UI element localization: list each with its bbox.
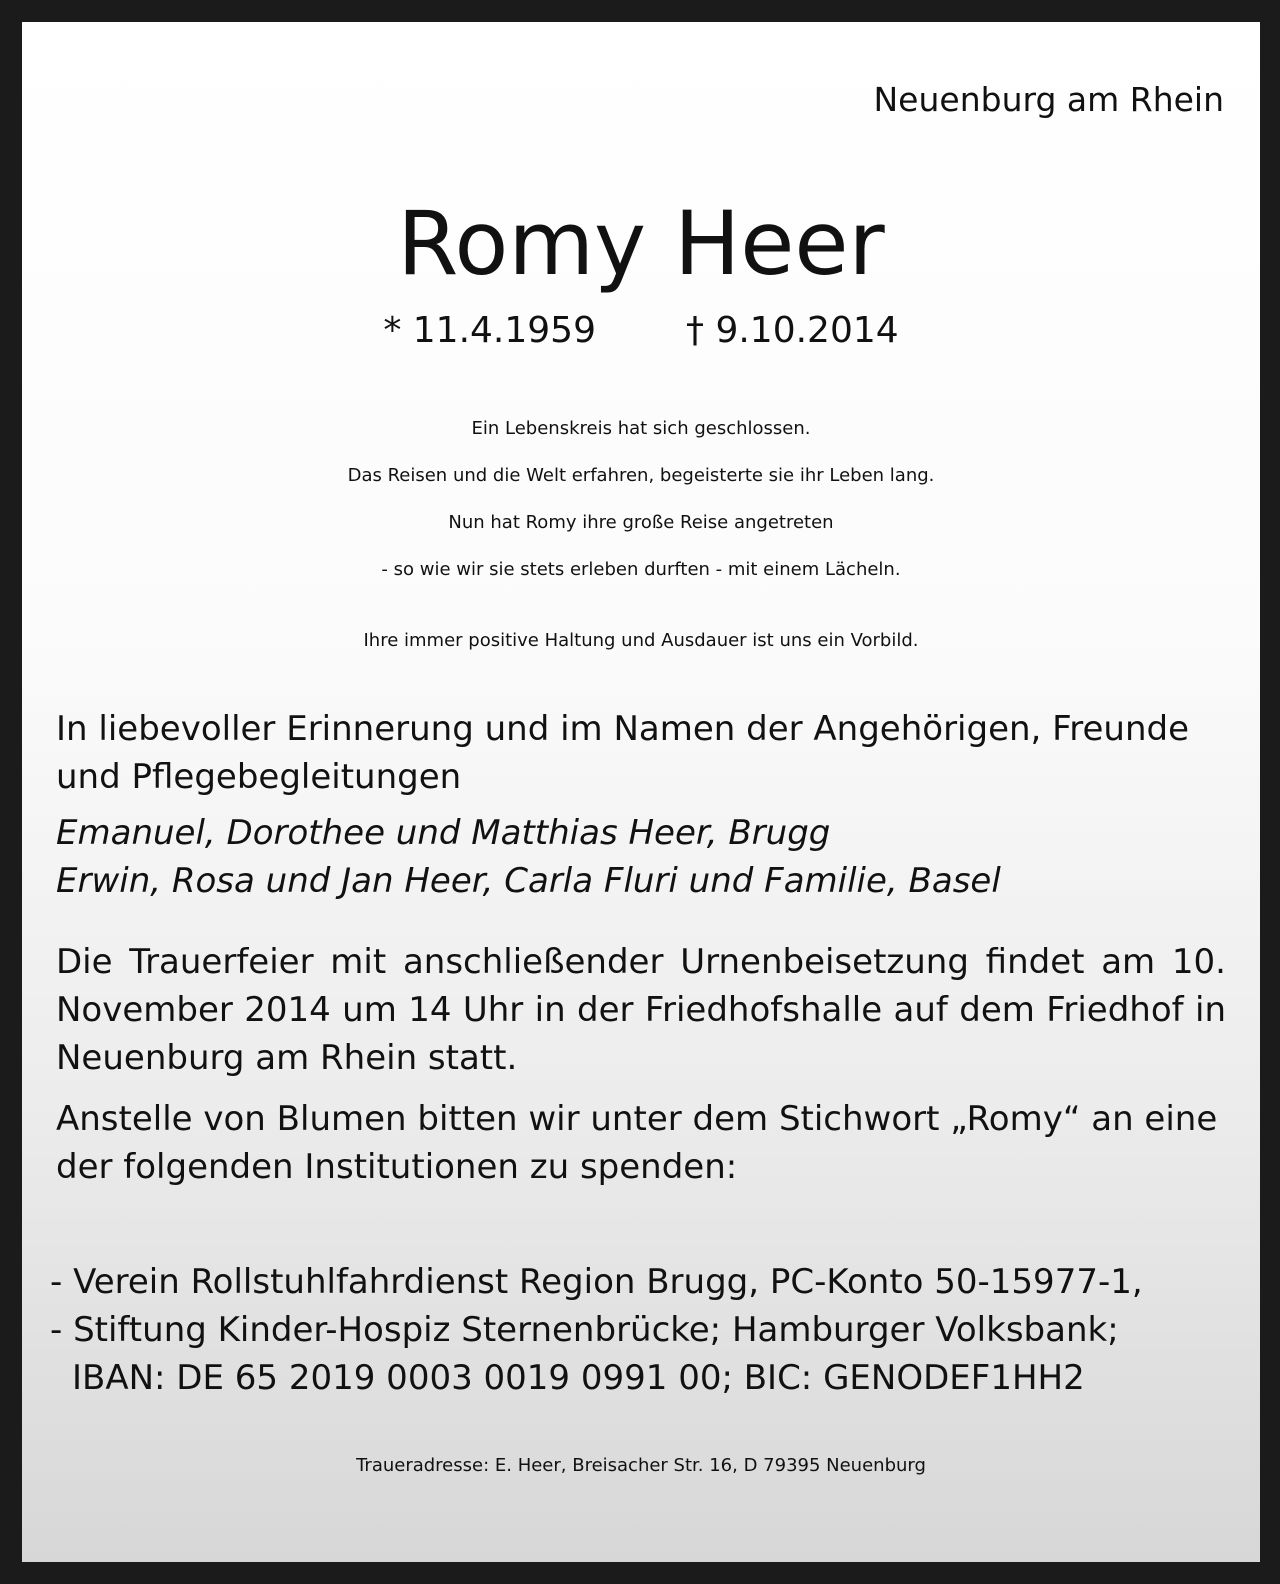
donation-item: - Stiftung Kinder-Hospiz Sternenbrücke; Hamburger Volksbank; bbox=[50, 1310, 1119, 1350]
remembrance-line: und Pflegebegleitungen bbox=[56, 757, 462, 797]
donation-item: - Verein Rollstuhlfahrdienst Region Brugg, PC-Konto 50-15977-1, bbox=[50, 1262, 1143, 1302]
poem-line: Nun hat Romy ihre große Reise angetreten bbox=[448, 512, 834, 533]
donation-item-bank-details: IBAN: DE 65 2019 0003 0019 0991 00; BIC: GENODEF1HH2 bbox=[72, 1358, 1085, 1398]
donation-intro bbox=[56, 1095, 1226, 1191]
poem bbox=[22, 405, 1260, 593]
mourners-list bbox=[56, 809, 1226, 905]
poem-line: Ein Lebenskreis hat sich geschlossen. bbox=[471, 418, 811, 439]
donation-list bbox=[50, 1258, 1220, 1402]
poem-line: Das Reisen und die Welt erfahren, begeisterte sie ihr Leben lang. bbox=[347, 465, 935, 486]
ceremony-text: Die Trauerfeier mit anschließender Urnenbeisetzung findet am 10. November 2014 um 14 Uhr in der Friedhofshalle auf dem Friedhof in Neuenburg am Rhein statt. bbox=[56, 942, 1226, 1078]
life-dates bbox=[22, 308, 1260, 354]
mourner-line: Erwin, Rosa und Jan Heer, Carla Fluri und Familie, Basel bbox=[56, 861, 1001, 901]
donation-intro-line: der folgenden Institutionen zu spenden: bbox=[56, 1147, 738, 1187]
remembrance-line: In liebevoller Erinnerung und im Namen der Angehörigen, Freunde bbox=[56, 709, 1189, 749]
mourning-address: Traueradresse: E. Heer, Breisacher Str. 16, D 79395 Neuenburg bbox=[356, 1455, 926, 1476]
death-date: † 9.10.2014 bbox=[686, 310, 899, 351]
tribute-text: Ihre immer positive Haltung und Ausdauer ist uns ein Vorbild. bbox=[363, 630, 919, 651]
deceased-name: Romy Heer bbox=[397, 192, 885, 295]
poem-line: - so wie wir sie stets erleben durften - mit einem Lächeln. bbox=[381, 559, 901, 580]
obituary-notice bbox=[22, 22, 1260, 1562]
place-name: Neuenburg am Rhein bbox=[873, 80, 1224, 119]
donation-intro-line: Anstelle von Blumen bitten wir unter dem Stichwort „Romy“ an eine bbox=[56, 1099, 1218, 1139]
birth-date: * 11.4.1959 bbox=[383, 310, 596, 351]
mourner-line: Emanuel, Dorothee und Matthias Heer, Brugg bbox=[56, 813, 831, 853]
remembrance-text bbox=[56, 705, 1226, 801]
